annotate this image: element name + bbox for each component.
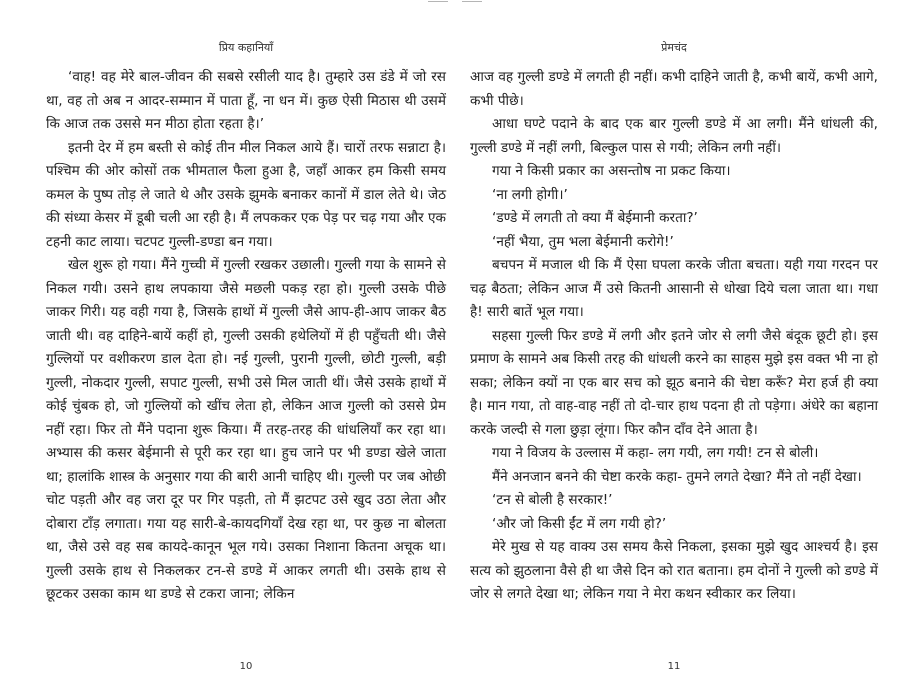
paragraph: खेल शुरू हो गया। मैंने गुच्ची में गुल्ली रखकर उछाली। गुल्ली गया के सामने से निकल गयी। उसने हाथ लपकाया जैसे मछली पकड़ रहा हो। गुल्ली उसके पीछे जाकर गिरी। यह वही गया है, जिसके हाथों में गुल्ली जैसे आप-ही-आप जाकर बैठ जाती थी। वह दाहिने-बायें कहीं हो, गुल्ली उसकी हथेलियों में ही पहुँचती थी। जैसे गुल्लियों पर वशीकरण डाल देता हो। नई गुल्ली, पुरानी गुल्ली, छोटी गुल्ली, बड़ी गुल्ली, नोकदार गुल्ली, सपाट गुल्ली, सभी उसे मिल जाती थीं। जैसे उसके हाथों में कोई चुंबक हो, जो गुल्लियों को खींच लेता हो, लेकिन आज गुल्ली को उससे प्रेम नहीं रहा। फिर तो मैंने पदाना शुरू किया। मैं तरह-तरह की धांधलियाँ कर रहा था। अभ्यास की कसर बेईमानी से पूरी कर रहा था। हुच जाने पर भी डण्डा खेले जाता था; हालांकि शास्त्र के अनुसार गया की बारी आनी चाहिए थी। गुल्ली पर जब ओछी चोट पड़ती और वह जरा दूर पर गिर पड़ती, तो मैं झटपट उसे खुद उठा लेता और दोबारा टाँड़ लगाता। गया यह सारी-बे-कायदगियाँ देख रहा था, पर कुछ ना बोलता था, जैसे उसे वह सब कायदे-कानून भूल गये। उसका निशाना कितना अचूक था। गुल्ली उसके हाथ से निकलकर टन-से डण्डे में आकर लगती थी। उसके हाथ से छूटकर उसका काम था डण्डे से टकरा जाना; लेकिन	[46, 257, 446, 602]
paragraph: मैंने अनजान बनने की चेष्टा करके कहा- तुमने लगते देखा? मैंने तो नहीं देखा।	[492, 468, 862, 485]
running-head-right: प्रेमचंद	[661, 41, 687, 54]
paragraph: ‘वाह! वह मेरे बाल-जीवन की सबसे रसीली याद है। तुम्हारे उस डंडे में जो रस था, वह तो अब न आदर-सम्मान में पाता हूँ, ना धन में। कुछ ऐसी मिठास थी उसमें कि आज तक उससे मन मीठा होता रहता है।’	[46, 69, 446, 132]
paragraph: गया ने किसी प्रकार का असन्तोष ना प्रकट किया।	[492, 163, 731, 179]
paragraph: बचपन में मजाल थी कि मैं ऐसा घपला करके जीता बचता। यही गया गरदन पर चढ़ बैठता; लेकिन आज मैं उसे कितनी आसानी से धोखा दिये चला जाता था। गधा है! सारी बातें भूल गया।	[470, 257, 878, 320]
paragraph: इतनी देर में हम बस्ती से कोई तीन मील निकल आये हैं। चारों तरफ सन्नाटा है। पश्चिम की ओर कोसों तक भीमताल फैला हुआ है, जहाँ आकर हम किसी समय कमल के पुष्प तोड़ ले जाते थे और उसके झुमके बनाकर कानों में डाल लेते थे। जेठ की संध्या केसर में डूबी चली आ रही है। मैं लपककर एक पेड़ पर चढ़ गया और एक टहनी काट लाया। चटपट गुल्ली-डण्डा बन गया।	[46, 139, 446, 250]
paragraph: गया ने विजय के उल्लास में कहा- लग गयी, लग गयी! टन से बोली।	[492, 445, 819, 461]
paragraph: ‘ना लगी होगी।’	[492, 186, 568, 203]
right-page-body	[470, 66, 878, 607]
paragraph: आधा घण्टे पदाने के बाद एक बार गुल्ली डण्डे में आ लगी। मैंने धांधली की, गुल्ली डण्डे में नहीं लगी, बिल्कुल पास से गयी; लेकिन लगी नहीं।	[470, 116, 878, 156]
paragraph: मेरे मुख से यह वाक्य उस समय कैसे निकला, इसका मुझे खुद आश्चर्य है। इस सत्य को झुठलाना वैसे ही था जैसे दिन को रात बताना। हम दोनों ने गुल्ली को डण्डे में जोर से लगते देखा था; लेकिन गया ने मेरा कथन स्वीकार कर लिया।	[470, 539, 879, 602]
paragraph: ‘डण्डे में लगती तो क्या मैं बेईमानी करता?’	[492, 210, 698, 226]
page-number-right: 11	[667, 661, 681, 672]
paragraph: ‘और जो किसी ईंट में लग गयी हो?’	[492, 515, 667, 532]
running-head-left: प्रिय कहानियाँ	[218, 41, 274, 54]
paragraph: ‘टन से बोली है सरकार!’	[492, 492, 613, 508]
page-number-left: 10	[239, 661, 253, 672]
paragraph: ‘नहीं भैया, तुम भला बेईमानी करोगे!’	[492, 233, 674, 250]
right-page	[470, 0, 878, 700]
paragraph: आज वह गुल्ली डण्डे में लगती ही नहीं। कभी दाहिने जाती है, कभी बायें, कभी आगे, कभी पीछे।	[470, 69, 878, 109]
left-page-body	[46, 66, 446, 607]
paragraph: सहसा गुल्ली फिर डण्डे में लगी और इतने जोर से लगी जैसे बंदूक छूटी हो। इस प्रमाण के सामने अब किसी तरह की धांधली करने का साहस मुझे इस वक्त भी ना हो सका; लेकिन क्यों ना एक बार सच को झूठ बनाने की चेष्टा करूँ? मेरा हर्ज ही क्या है। मान गया, तो वाह-वाह नहीं तो दो-चार हाथ पदना ही तो पड़ेगा। अंधेरे का बहाना करके जल्दी से गला छुड़ा लूंगा। फिर कौन दाँव देने आता है।	[470, 327, 878, 438]
left-page	[46, 0, 446, 700]
